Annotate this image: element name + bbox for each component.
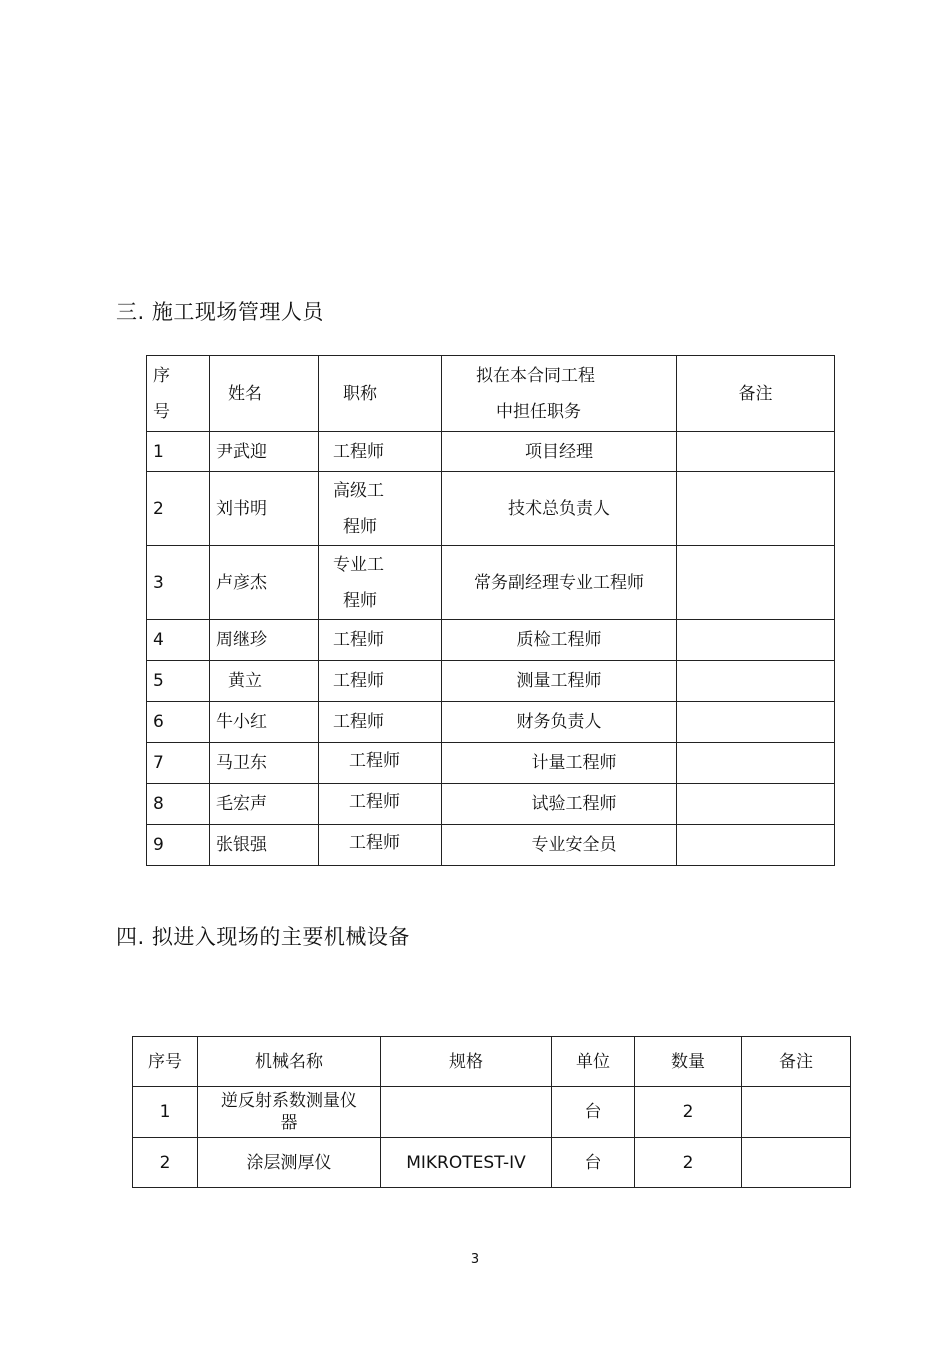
table-row <box>147 743 835 784</box>
staff-table <box>146 355 835 866</box>
cell-qty: 2 <box>635 1087 742 1138</box>
header-seq: 序号 <box>133 1037 198 1087</box>
cell-qty: 2 <box>635 1138 742 1188</box>
cell-title <box>319 472 442 546</box>
cell-name: 马卫东 <box>210 743 319 784</box>
cell-title: 工程师 <box>319 743 442 784</box>
cell-seq: 1 <box>147 432 210 472</box>
cell-title: 工程师 <box>319 825 442 866</box>
cell-role: 财务负责人 <box>442 702 677 743</box>
cell-machine-name <box>198 1087 381 1138</box>
table-row <box>147 661 835 702</box>
cell-role: 计量工程师 <box>442 743 677 784</box>
cell-title-line2: 程师 <box>343 590 377 611</box>
cell-title: 工程师 <box>319 702 442 743</box>
header-remark: 备注 <box>677 356 835 432</box>
staff-table-header-row <box>147 356 835 432</box>
section4-heading: 四. 拟进入现场的主要机械设备 <box>116 925 410 949</box>
cell-role: 试验工程师 <box>442 784 677 825</box>
page-number: 3 <box>470 1252 480 1267</box>
cell-seq: 8 <box>147 784 210 825</box>
table-row <box>147 472 835 546</box>
cell-name: 张银强 <box>210 825 319 866</box>
header-unit: 单位 <box>552 1037 635 1087</box>
cell-remark <box>677 546 835 620</box>
header-title: 职称 <box>319 356 442 432</box>
header-seq-line2: 号 <box>153 401 170 422</box>
cell-seq: 5 <box>147 661 210 702</box>
cell-remark <box>742 1138 851 1188</box>
cell-name: 周继珍 <box>210 620 319 661</box>
header-remark: 备注 <box>742 1037 851 1087</box>
header-role <box>442 356 677 432</box>
cell-name: 黄立 <box>210 661 319 702</box>
header-seq <box>147 356 210 432</box>
cell-machine-name-line1: 逆反射系数测量仪 <box>221 1091 357 1111</box>
cell-remark <box>677 702 835 743</box>
cell-remark <box>677 432 835 472</box>
cell-role: 常务副经理专业工程师 <box>442 546 677 620</box>
cell-unit: 台 <box>552 1138 635 1188</box>
cell-remark <box>677 620 835 661</box>
cell-title <box>319 546 442 620</box>
cell-seq: 7 <box>147 743 210 784</box>
cell-seq: 1 <box>133 1087 198 1138</box>
cell-title: 工程师 <box>319 620 442 661</box>
cell-remark <box>677 472 835 546</box>
header-role-line1: 拟在本合同工程 <box>476 365 595 386</box>
cell-seq: 6 <box>147 702 210 743</box>
cell-seq: 4 <box>147 620 210 661</box>
cell-seq: 2 <box>147 472 210 546</box>
cell-remark <box>677 784 835 825</box>
cell-remark <box>677 661 835 702</box>
cell-seq: 3 <box>147 546 210 620</box>
header-machine-name: 机械名称 <box>198 1037 381 1087</box>
header-spec: 规格 <box>381 1037 552 1087</box>
cell-machine-name: 涂层测厚仪 <box>198 1138 381 1188</box>
section3-heading: 三. 施工现场管理人员 <box>116 300 324 324</box>
equipment-table <box>132 1036 851 1188</box>
cell-title-line1: 专业工 <box>333 554 384 575</box>
table-row <box>147 825 835 866</box>
header-seq-line1: 序 <box>153 365 170 386</box>
equipment-table-header-row <box>133 1037 851 1087</box>
header-role-line2: 中担任职务 <box>496 401 581 422</box>
table-row <box>147 546 835 620</box>
cell-title: 工程师 <box>319 432 442 472</box>
cell-name: 刘书明 <box>210 472 319 546</box>
table-row <box>147 432 835 472</box>
cell-name: 毛宏声 <box>210 784 319 825</box>
cell-title: 工程师 <box>319 661 442 702</box>
cell-remark <box>677 743 835 784</box>
cell-remark <box>742 1087 851 1138</box>
cell-title-line2: 程师 <box>343 516 377 537</box>
header-name: 姓名 <box>210 356 319 432</box>
cell-remark <box>677 825 835 866</box>
cell-role: 项目经理 <box>442 432 677 472</box>
cell-name: 尹武迎 <box>210 432 319 472</box>
cell-seq: 9 <box>147 825 210 866</box>
table-row <box>147 620 835 661</box>
cell-spec <box>381 1087 552 1138</box>
cell-spec: MIKROTEST-IV <box>381 1138 552 1188</box>
cell-unit: 台 <box>552 1087 635 1138</box>
cell-role: 质检工程师 <box>442 620 677 661</box>
cell-title-line1: 高级工 <box>333 480 384 501</box>
cell-seq: 2 <box>133 1138 198 1188</box>
table-row <box>147 784 835 825</box>
header-qty: 数量 <box>635 1037 742 1087</box>
cell-title: 工程师 <box>319 784 442 825</box>
cell-machine-name-line2: 器 <box>280 1113 298 1133</box>
cell-role: 专业安全员 <box>442 825 677 866</box>
cell-name: 牛小红 <box>210 702 319 743</box>
cell-role: 测量工程师 <box>442 661 677 702</box>
table-row <box>133 1087 851 1138</box>
cell-name: 卢彦杰 <box>210 546 319 620</box>
table-row <box>133 1138 851 1188</box>
cell-role: 技术总负责人 <box>442 472 677 546</box>
table-row <box>147 702 835 743</box>
